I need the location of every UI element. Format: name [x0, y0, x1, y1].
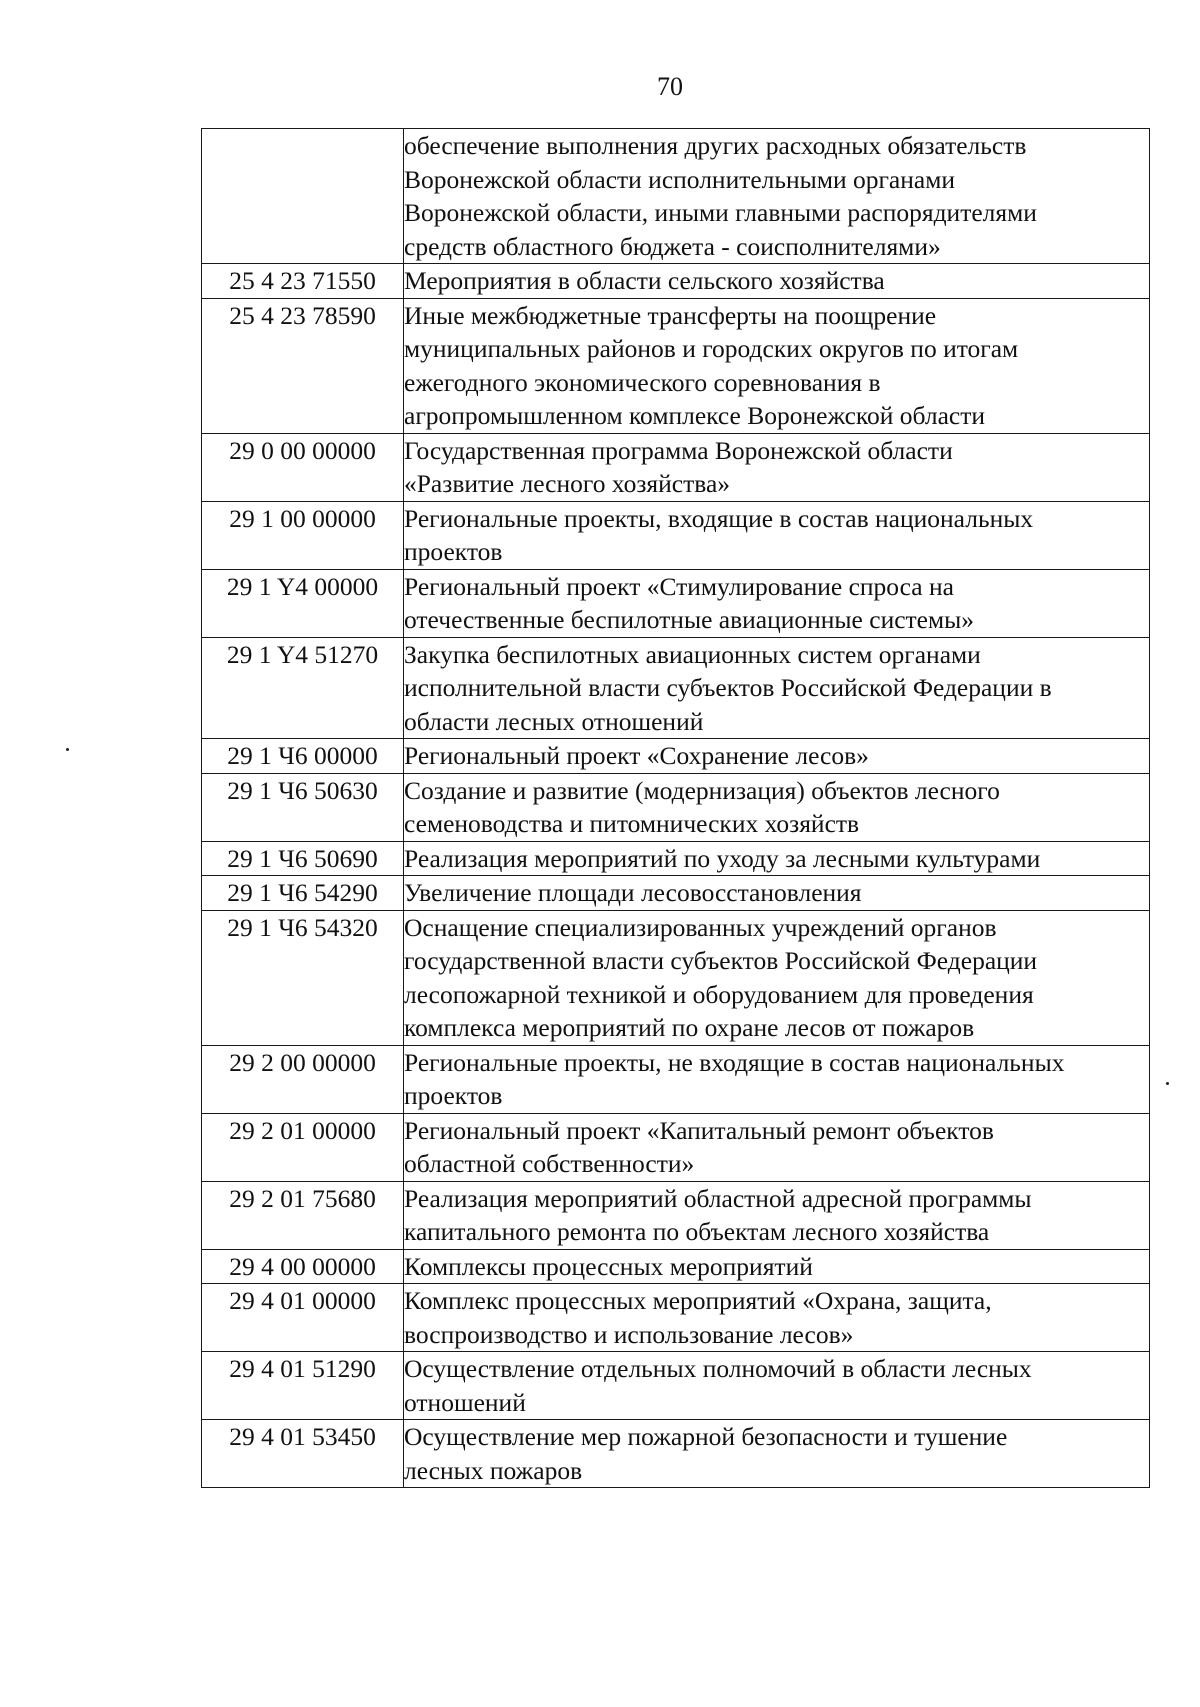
row-name-line: лесопожарной техникой и оборудованием для проведения [404, 979, 1034, 1009]
table-row [202, 264, 1150, 299]
row-name-line: Комплексы процессных мероприятий [404, 1251, 813, 1281]
row-name-line: Осуществление отдельных полномочий в области лесных [404, 1354, 1032, 1383]
row-code [202, 129, 404, 264]
row-code: 29 2 01 00000 [202, 1113, 404, 1181]
row-name-line: областной собственности» [404, 1149, 695, 1178]
row-name-line: проектов [404, 1081, 503, 1110]
row-name [404, 910, 1150, 1045]
row-name-line: Воронежской области исполнительными органами [404, 164, 956, 194]
row-code: 29 1 Y4 00000 [202, 569, 404, 637]
row-name-line: Закупка беспилотных авиационных систем органами [404, 639, 981, 669]
table-row [202, 910, 1150, 1045]
row-name-line: семеноводства и питомнических хозяйств [404, 809, 860, 838]
row-name-line: воспроизводство и использование лесов» [404, 1319, 854, 1349]
row-code: 29 4 01 00000 [202, 1284, 404, 1352]
table-row [202, 1045, 1150, 1113]
row-name [404, 1352, 1150, 1420]
row-name-line: отечественные беспилотные авиационные системы» [404, 605, 975, 634]
row-code: 29 1 Ч6 50630 [202, 773, 404, 841]
row-name-line: Реализация мероприятий по уходу за лесными культурами [404, 843, 1041, 873]
row-name-line: Осуществление мер пожарной безопасности и тушение [404, 1422, 1008, 1451]
row-name-line: Региональный проект «Капитальный ремонт объектов [404, 1115, 994, 1145]
row-name-line: государственной власти субъектов Российской Федерации [404, 946, 1038, 975]
table-row [202, 1420, 1150, 1488]
table-row [202, 129, 1150, 264]
row-name [404, 841, 1150, 876]
row-name-line: Воронежской области, иными главными распорядителями [404, 198, 1037, 227]
row-name [404, 1249, 1150, 1284]
row-name-line: отношений [404, 1387, 526, 1417]
row-name-line: Иные межбюджетные трансферты на поощрение [404, 300, 937, 330]
row-name-line: Оснащение специализированных учреждений органов [404, 912, 997, 942]
row-name [404, 773, 1150, 841]
row-code: 29 1 00 00000 [202, 501, 404, 569]
table-row [202, 298, 1150, 433]
row-name-line: исполнительной власти субъектов Российской Федерации в [404, 673, 1052, 702]
row-code: 29 4 00 00000 [202, 1249, 404, 1284]
row-name-line: «Развитие лесного хозяйства» [404, 469, 731, 498]
row-name [404, 433, 1150, 501]
scan-speck-left [66, 748, 69, 751]
row-name [404, 129, 1150, 264]
row-code: 29 1 Ч6 54320 [202, 910, 404, 1045]
row-name-line: Региональный проект «Стимулирование спроса на [404, 571, 954, 601]
table-row [202, 841, 1150, 876]
row-name [404, 739, 1150, 774]
row-name-line: средств областного бюджета - соисполнителями» [404, 231, 941, 261]
row-name [404, 1113, 1150, 1181]
row-name-line: комплекса мероприятий по охране лесов от пожаров [404, 1013, 975, 1042]
row-name [404, 637, 1150, 739]
table-row [202, 1181, 1150, 1249]
row-name [404, 1284, 1150, 1352]
row-name [404, 1420, 1150, 1488]
budget-classification-table [201, 128, 1150, 1488]
table-row [202, 876, 1150, 911]
row-name [404, 298, 1150, 433]
row-name [404, 569, 1150, 637]
row-name-line: обеспечение выполнения других расходных обязательств [404, 131, 1027, 160]
row-name-line: агропромышленном комплексе Воронежской области [404, 401, 986, 430]
row-code: 29 1 Ч6 50690 [202, 841, 404, 876]
row-name-line: Региональные проекты, не входящие в состав национальных [404, 1047, 1065, 1077]
row-name [404, 501, 1150, 569]
row-name [404, 1045, 1150, 1113]
row-name-line: Региональные проекты, входящие в состав национальных [404, 503, 1034, 533]
table-row [202, 569, 1150, 637]
row-code: 29 4 01 51290 [202, 1352, 404, 1420]
row-code: 25 4 23 78590 [202, 298, 404, 433]
row-name-line: муниципальных районов и городских округов по итогам [404, 334, 1019, 363]
row-code: 25 4 23 71550 [202, 264, 404, 299]
row-name-line: Мероприятия в области сельского хозяйства [404, 266, 885, 295]
row-name [404, 264, 1150, 299]
table-row [202, 1352, 1150, 1420]
table-row [202, 433, 1150, 501]
row-name-line: ежегодного экономического соревнования в [404, 367, 881, 397]
row-name-line: Реализация мероприятий областной адресной программы [404, 1183, 1032, 1213]
table-row [202, 739, 1150, 774]
row-name-line: области лесных отношений [404, 706, 704, 736]
row-code: 29 1 Ч6 00000 [202, 739, 404, 774]
row-code: 29 0 00 00000 [202, 433, 404, 501]
row-name-line: Региональный проект «Сохранение лесов» [404, 741, 869, 770]
table-row [202, 773, 1150, 841]
row-name-line: лесных пожаров [404, 1455, 583, 1485]
table-row [202, 637, 1150, 739]
table-row [202, 1284, 1150, 1352]
row-code: 29 2 00 00000 [202, 1045, 404, 1113]
row-name-line: Государственная программа Воронежской области [404, 435, 953, 465]
row-name-line: проектов [404, 537, 503, 566]
row-name-line: Комплекс процессных мероприятий «Охрана, защита, [404, 1286, 992, 1315]
row-code: 29 2 01 75680 [202, 1181, 404, 1249]
page-number: 70 [657, 72, 683, 101]
table-row [202, 1113, 1150, 1181]
row-name [404, 1181, 1150, 1249]
table-row [202, 501, 1150, 569]
row-code: 29 1 Y4 51270 [202, 637, 404, 739]
row-name [404, 876, 1150, 911]
row-name-line: Создание и развитие (модернизация) объектов лесного [404, 775, 1000, 805]
row-name-line: Увеличение площади лесовосстановления [404, 878, 862, 907]
table-body [202, 129, 1150, 1488]
row-name-line: капитального ремонта по объектам лесного хозяйства [404, 1217, 990, 1246]
row-code: 29 4 01 53450 [202, 1420, 404, 1488]
scan-speck-right [1166, 1082, 1169, 1085]
row-code: 29 1 Ч6 54290 [202, 876, 404, 911]
table-row [202, 1249, 1150, 1284]
